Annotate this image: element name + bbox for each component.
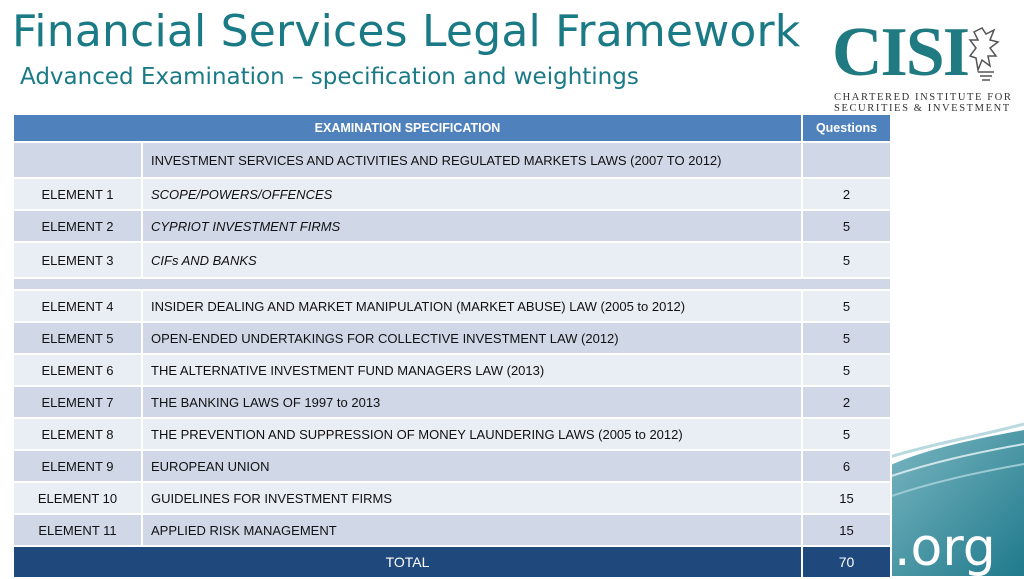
element-questions: 2 [802,386,891,418]
element-label: ELEMENT 11 [13,514,142,546]
element-description: OPEN-ENDED UNDERTAKINGS FOR COLLECTIVE INVESTMENT LAW (2012) [142,322,802,354]
table-row [13,482,891,514]
logo-tagline-1: CHARTERED INSTITUTE FOR [834,92,1013,103]
table-row [13,354,891,386]
element-questions: 5 [802,322,891,354]
table-row [13,178,891,210]
header-questions: Questions [802,114,891,142]
table-header-row [13,114,891,142]
table-row [13,242,891,278]
logo-wordmark: CISI [832,14,968,91]
table-row [13,418,891,450]
table-row [13,386,891,418]
table-row [13,290,891,322]
element-label: ELEMENT 2 [13,210,142,242]
section-blank-q [802,142,891,178]
table-row [13,514,891,546]
element-questions: 15 [802,482,891,514]
element-description: CIFs AND BANKS [142,242,802,278]
org-text: .org [894,518,996,578]
section-title: INVESTMENT SERVICES AND ACTIVITIES AND REGULATED MARKETS LAWS (2007 TO 2012) [142,142,802,178]
spacer-row [13,278,891,290]
section-blank-cell [13,142,142,178]
griffin-crest-icon [968,26,1004,84]
element-label: ELEMENT 10 [13,482,142,514]
header-spec: EXAMINATION SPECIFICATION [13,114,802,142]
total-row [13,546,891,578]
total-label: TOTAL [13,546,802,578]
element-label: ELEMENT 4 [13,290,142,322]
element-questions: 15 [802,514,891,546]
element-label: ELEMENT 5 [13,322,142,354]
page-title: Financial Services Legal Framework [12,6,801,57]
element-label: ELEMENT 8 [13,418,142,450]
page-subtitle: Advanced Examination – specification and weightings [20,64,639,90]
element-questions: 5 [802,210,891,242]
element-description: GUIDELINES FOR INVESTMENT FIRMS [142,482,802,514]
element-questions: 2 [802,178,891,210]
element-description: THE PREVENTION AND SUPPRESSION OF MONEY LAUNDERING LAWS (2005 to 2012) [142,418,802,450]
element-label: ELEMENT 3 [13,242,142,278]
element-description: SCOPE/POWERS/OFFENCES [142,178,802,210]
table-row [13,450,891,482]
element-questions: 5 [802,418,891,450]
element-description: THE BANKING LAWS OF 1997 to 2013 [142,386,802,418]
element-label: ELEMENT 9 [13,450,142,482]
element-label: ELEMENT 7 [13,386,142,418]
cisi-logo [832,14,1013,114]
table-row [13,210,891,242]
section-title-row [13,142,891,178]
element-questions: 5 [802,242,891,278]
logo-tagline-2: SECURITIES & INVESTMENT [834,103,1011,114]
exam-spec-table [12,113,890,579]
total-questions: 70 [802,546,891,578]
element-description: EUROPEAN UNION [142,450,802,482]
element-label: ELEMENT 6 [13,354,142,386]
element-questions: 5 [802,290,891,322]
table-row [13,322,891,354]
element-questions: 6 [802,450,891,482]
element-questions: 5 [802,354,891,386]
element-description: THE ALTERNATIVE INVESTMENT FUND MANAGERS LAW (2013) [142,354,802,386]
element-label: ELEMENT 1 [13,178,142,210]
element-description: CYPRIOT INVESTMENT FIRMS [142,210,802,242]
element-description: APPLIED RISK MANAGEMENT [142,514,802,546]
element-description: INSIDER DEALING AND MARKET MANIPULATION (MARKET ABUSE) LAW (2005 to 2012) [142,290,802,322]
